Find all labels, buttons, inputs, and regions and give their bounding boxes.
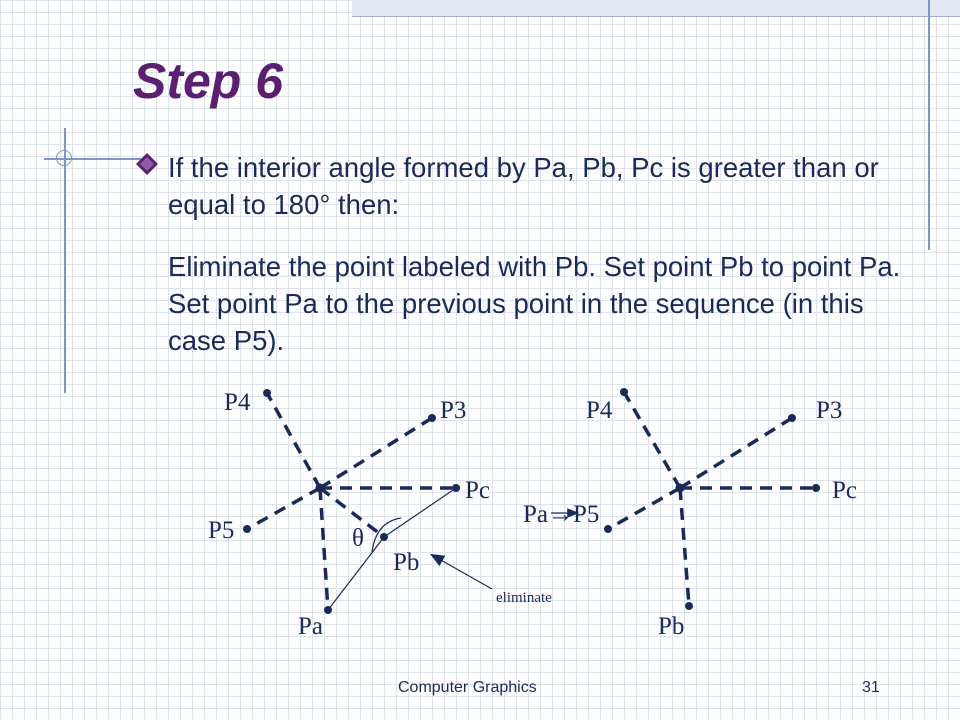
label-p5: P5 [208, 517, 235, 544]
right-diagram [523, 388, 857, 640]
center-point-right [676, 484, 685, 493]
point-pc-right [812, 484, 820, 492]
point-p3 [428, 414, 436, 422]
edge-center-p4 [267, 393, 320, 488]
bullet-text: If the interior angle formed by Pa, Pb, Pc is greater than or equal to 180° then: [168, 152, 879, 220]
point-pc [452, 484, 460, 492]
edge-center-pa [320, 488, 328, 610]
label-eliminate: eliminate [496, 590, 552, 606]
footer-page-number: 31 [862, 679, 880, 696]
edge-center-p3-right [680, 418, 792, 488]
label-p4: P4 [224, 389, 251, 416]
point-p3-right [788, 414, 796, 422]
point-p4 [263, 389, 271, 397]
left-diagram [208, 389, 552, 640]
label-p4-right: P4 [586, 397, 613, 424]
footer-course-title: Computer Graphics [398, 679, 537, 696]
edge-center-p5-right [608, 488, 680, 529]
label-pc: Pc [465, 477, 490, 504]
point-p5-right [604, 525, 612, 533]
slide-title: Step 6 [133, 53, 284, 109]
edge-center-p4-right [624, 392, 680, 488]
label-p3: P3 [440, 397, 467, 424]
detail-text: Eliminate the point labeled with Pb. Set point Pb to point Pa. Set point Pa to the previous point in the sequence (in this case P5). [168, 251, 901, 356]
label-theta: θ [352, 525, 364, 552]
point-pa [324, 606, 332, 614]
point-p5 [243, 525, 251, 533]
point-pb [380, 533, 388, 541]
label-p3-right: P3 [816, 397, 843, 424]
label-pb-right: Pb [658, 613, 685, 640]
point-p4-right [620, 388, 628, 396]
label-pc-right: Pc [832, 477, 857, 504]
label-pa-p5-right: Pa→P5 [523, 501, 600, 528]
eliminate-arrow [432, 555, 492, 589]
edge-center-p3 [320, 418, 432, 488]
edge-center-pb-right [680, 488, 689, 606]
center-point [316, 484, 325, 493]
label-pa: Pa [298, 613, 323, 640]
point-pb-right [685, 602, 693, 610]
label-pb: Pb [393, 549, 420, 576]
edge-pb-pc [384, 488, 456, 537]
edge-center-p5 [247, 488, 320, 529]
